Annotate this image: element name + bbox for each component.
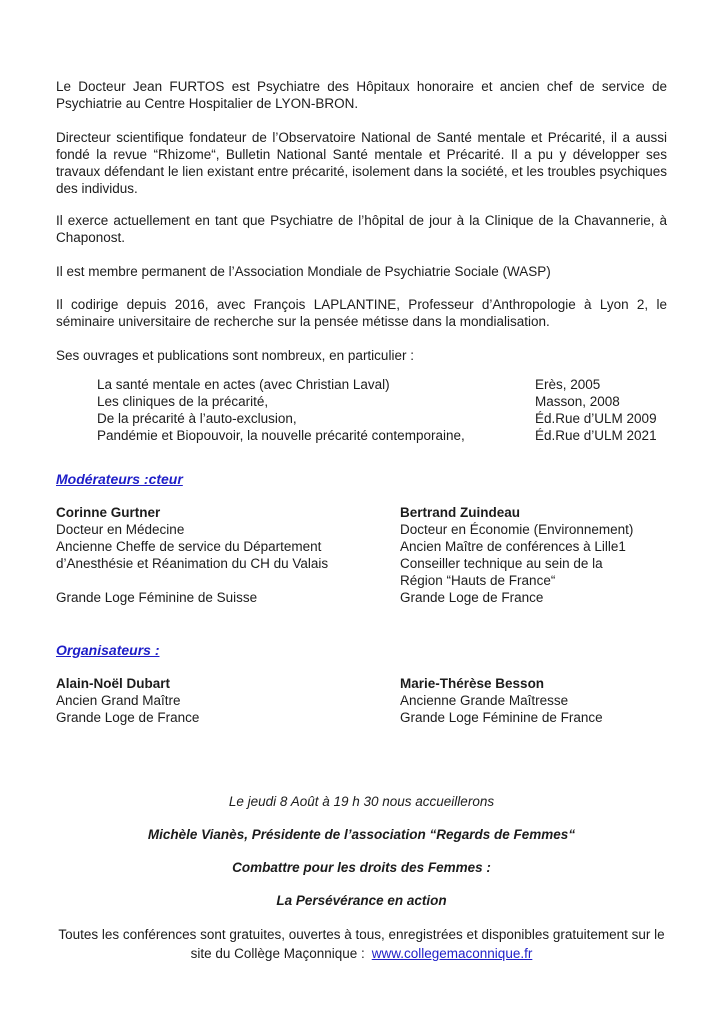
publication-row [56, 376, 667, 393]
footer-text [56, 925, 667, 963]
person-line: Grande Loge de France [56, 710, 200, 725]
publications-list [56, 376, 667, 444]
footer-link[interactable]: www.collegemaconnique.fr [371, 946, 533, 961]
person-line: Ancien Maître de conférences à Lille1 [400, 539, 626, 554]
organizers-heading: Organisateurs : [56, 642, 160, 658]
publication-title: Les cliniques de la précarité, [97, 394, 269, 409]
publication-row [56, 410, 667, 427]
moderator-right [400, 504, 667, 606]
person-line: Grande Loge Féminine de Suisse [56, 590, 258, 605]
person-line: d’Anesthésie et Réanimation du CH du Valais [56, 556, 329, 571]
announcement-line-title: Combattre pour les droits des Femmes : [232, 860, 491, 875]
person-line: Grande Loge Féminine de France [400, 710, 603, 725]
announcement-line-speaker: Michèle Vianès, Présidente de l’association “Regards de Femmes“ [147, 827, 576, 842]
moderator-left [56, 504, 400, 606]
paragraph-exerce: Il exerce actuellement en tant que Psychiatre de l’hôpital de jour à la Clinique de la Chavannerie, à Chaponost. [56, 213, 667, 245]
person-line [56, 572, 400, 589]
paragraph-ouvrages-intro: Ses ouvrages et publications sont nombreux, en particulier : [56, 348, 414, 363]
organizer-left [56, 675, 400, 726]
publication-title: La santé mentale en actes (avec Christian Laval) [97, 377, 390, 392]
announcement-line-subtitle: La Persévérance en action [276, 893, 447, 908]
moderators-columns [56, 504, 667, 606]
person-line: Grande Loge de France [400, 590, 544, 605]
publication-title: De la précarité à l’auto-exclusion, [97, 411, 297, 426]
person-line: Ancienne Cheffe de service du Département [56, 539, 322, 554]
person-line: Docteur en Médecine [56, 522, 185, 537]
paragraph-codirige: Il codirige depuis 2016, avec François LAPLANTINE, Professeur d’Anthropologie à Lyon 2, le séminaire universitaire de recherche sur la pensée métisse dans la mondialisation. [56, 297, 667, 329]
publication-title: Pandémie et Biopouvoir, la nouvelle précarité contemporaine, [97, 428, 465, 443]
moderators-heading: Modérateurs :cteur [56, 471, 183, 487]
person-name: Bertrand Zuindeau [400, 505, 521, 520]
person-line: Conseiller technique au sein de la [400, 556, 603, 571]
person-name: Corinne Gurtner [56, 505, 161, 520]
paragraph-furtos-intro: Le Docteur Jean FURTOS est Psychiatre des Hôpitaux honoraire et ancien chef de service de Psychiatrie au Centre Hospitalier de LYON-BRON. [56, 79, 667, 111]
paragraph-membre-wasp: Il est membre permanent de l’Association Mondiale de Psychiatrie Sociale (WASP) [56, 264, 551, 279]
announcement-line-date: Le jeudi 8 Août à 19 h 30 nous accueillerons [228, 794, 495, 809]
paragraph-directeur: Directeur scientifique fondateur de l’Observatoire National de Santé mentale et Précarité, il a aussi fondé la revue “Rhizome“, Bulletin National Santé mentale et Précarité. Il a pu y développer ses travaux défendant le lien existant entre précarité, isolement dans la société, et les troubles psychiques des individus. [56, 130, 667, 196]
publication-row [56, 427, 667, 444]
person-line: Région “Hauts de France“ [400, 573, 556, 588]
person-line: Ancienne Grande Maîtresse [400, 693, 569, 708]
publication-publisher: Masson, 2008 [535, 394, 620, 409]
person-line: Ancien Grand Maître [56, 693, 181, 708]
publication-publisher: Éd.Rue d’ULM 2021 [535, 428, 657, 443]
organizers-columns [56, 675, 667, 726]
organizer-right [400, 675, 667, 726]
announcement-block [56, 793, 667, 909]
publication-publisher: Erès, 2005 [535, 377, 601, 392]
publication-publisher: Éd.Rue d’ULM 2009 [535, 411, 657, 426]
person-name: Marie-Thérèse Besson [400, 676, 545, 691]
footer-notice: Toutes les conférences sont gratuites, ouvertes à tous, enregistrées et disponibles gratuitement sur le site du Collège Maçonnique : [58, 927, 665, 961]
person-line: Docteur en Économie (Environnement) [400, 522, 634, 537]
publication-row [56, 393, 667, 410]
person-name: Alain-Noël Dubart [56, 676, 171, 691]
